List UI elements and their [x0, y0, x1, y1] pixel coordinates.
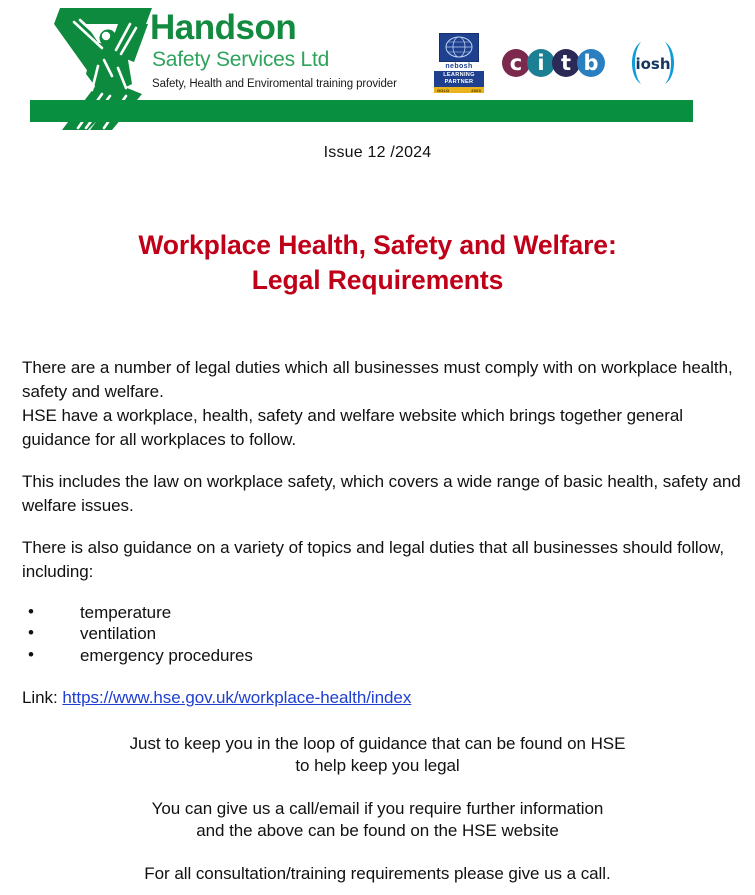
paragraph-intro: [22, 356, 748, 452]
link-prefix-label: Link:: [22, 688, 63, 708]
nebosh-gold-right: 2023: [471, 87, 481, 93]
iosh-badge: [625, 39, 681, 87]
closing-paragraph-2: [0, 798, 755, 843]
closing-message-block: [0, 733, 755, 885]
nebosh-wordmark: nebosh: [445, 62, 473, 70]
svg-text:iosh: iosh: [635, 55, 671, 73]
list-item: • ventilation: [22, 623, 748, 645]
nebosh-partner-line1: LEARNING: [443, 72, 475, 79]
page-title: [0, 228, 755, 298]
paragraph-guidance: There is also guidance on a variety of topics and legal duties that all businesses should follow, including:: [22, 537, 725, 581]
paragraph-intro-sentence2: HSE have a workplace, health, safety and welfare website which brings together general guidance for all workplaces to follow.: [22, 405, 683, 449]
closing-p2-line2: and the above can be found on the HSE website: [196, 821, 559, 841]
brand-name: Handson: [150, 8, 297, 47]
nebosh-globe-icon: [439, 33, 479, 62]
body-content: [22, 356, 748, 710]
accreditation-badges: [430, 32, 681, 94]
brand-subtitle: Safety Services Ltd: [152, 48, 330, 71]
citb-letter-i: i: [527, 49, 555, 77]
hse-link-line: [22, 686, 748, 710]
hse-workplace-health-link[interactable]: https://www.hse.gov.uk/workplace-health/index: [62, 688, 412, 708]
list-item: • emergency procedures: [22, 645, 748, 667]
header-green-bar: [30, 100, 693, 122]
issue-label: Issue 12 /2024: [323, 144, 432, 161]
citb-badge: [502, 49, 605, 77]
nebosh-learning-partner-badge: [430, 33, 488, 93]
paragraph-intro-sentence1: There are a number of legal duties which all businesses must comply with on workplace health, safety and welfare.: [22, 358, 733, 401]
nebosh-gold-strip: [434, 87, 484, 93]
citb-letter-c: c: [502, 49, 530, 77]
closing-p1-line2: to help keep you legal: [295, 756, 460, 776]
brand-tagline: Safety, Health and Enviromental training provider: [152, 78, 397, 91]
closing-paragraph-3: For all consultation/training requirements please give us a call.: [144, 863, 611, 883]
page-title-line2: Legal Requirements: [251, 265, 504, 296]
document-header: [0, 0, 755, 132]
brand-lockup: [150, 10, 420, 92]
citb-letter-b: b: [577, 49, 605, 77]
closing-p1-line1: Just to keep you in the loop of guidance that can be found on HSE: [129, 734, 626, 753]
paragraph-law: This includes the law on workplace safety, which covers a wide range of basic health, safety and welfare issues.: [22, 471, 741, 515]
nebosh-partner-line2: PARTNER: [444, 79, 474, 86]
closing-p2-line1: You can give us a call/email if you require further information: [151, 798, 604, 818]
citb-letter-t: t: [552, 49, 580, 77]
nebosh-gold-left: GOLD: [437, 87, 450, 93]
list-item: • temperature: [22, 602, 748, 624]
nebosh-partner-strip: [434, 71, 484, 87]
page-title-line1: Workplace Health, Safety and Welfare:: [138, 230, 617, 260]
topic-bullet-list: [22, 602, 748, 667]
closing-paragraph-1: [0, 733, 755, 778]
